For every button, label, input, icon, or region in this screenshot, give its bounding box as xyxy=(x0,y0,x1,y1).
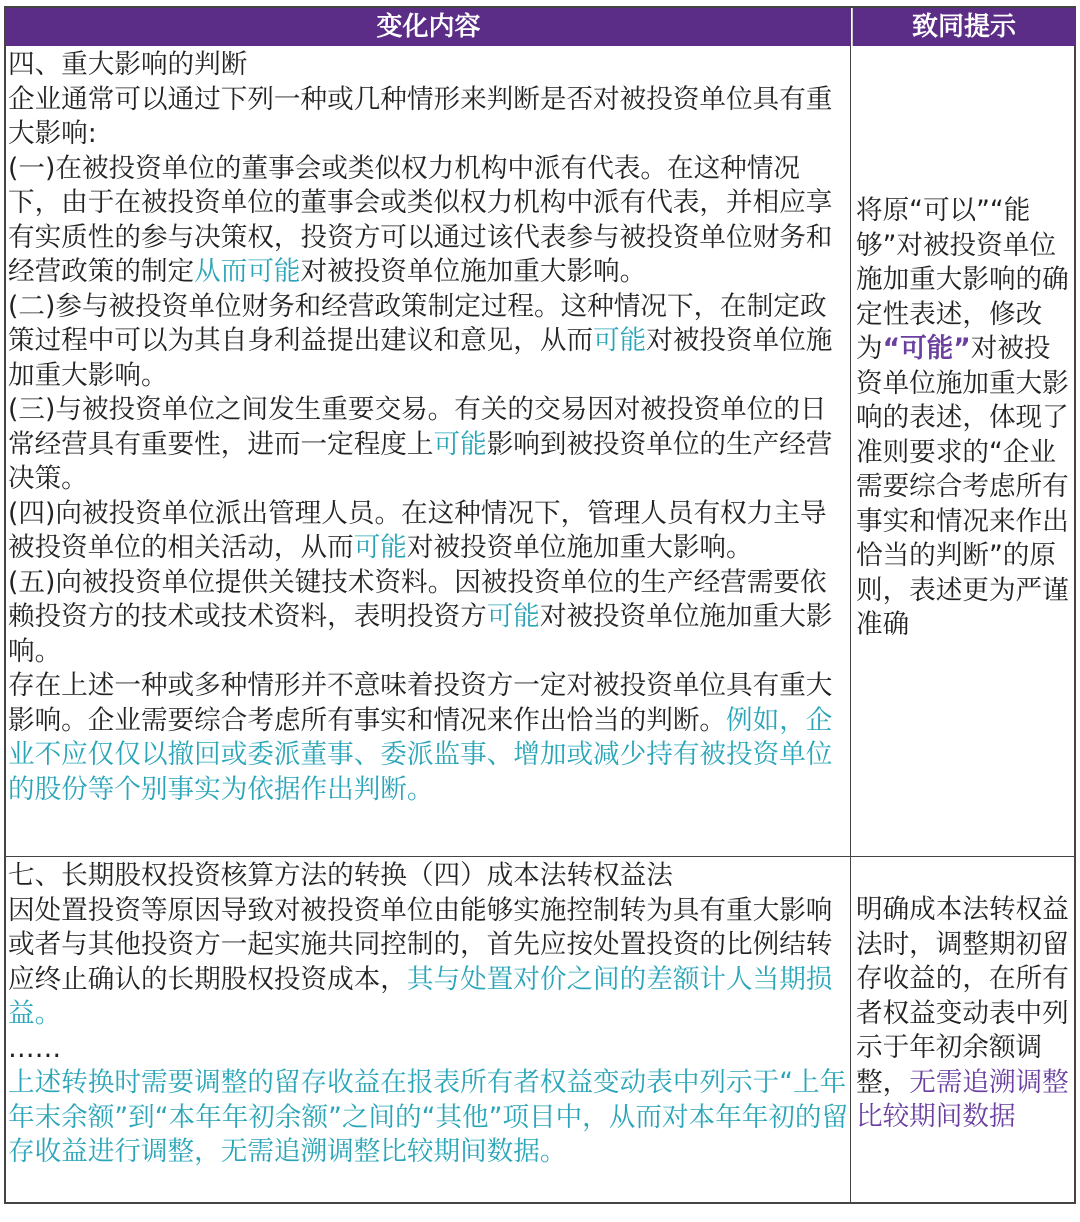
highlight-text: 可能 xyxy=(353,532,407,563)
text-run: (二)参与被投资单位财务和经营政策制定过程。这种情况下，在制定政策过程中可以为其自身利益提出建议和意见，从而 xyxy=(8,290,827,356)
paragraph xyxy=(8,83,850,152)
paragraph xyxy=(8,290,850,394)
highlight-text: 无需追溯调整比较期间数据 xyxy=(856,1066,1069,1132)
highlight-text: 上述转换时需要调整的留存收益在报表所有者权益变动表中列示于“上年年末余额”到“本年年初余额”之间的“其他”项目中，从而对本年年初的留存收益进行调整，无需追溯调整比较期间数据。 xyxy=(8,1067,849,1167)
text-run: 对被投资单位施加重大影响。 xyxy=(8,325,833,391)
text-run: 将原“可以”“能够”对被投资单位施加重大影响的确定性表述，修改为 xyxy=(856,195,1069,364)
text-run: 对被投资单位施加重大影响。 xyxy=(300,256,647,287)
paragraph xyxy=(8,48,850,83)
table-row xyxy=(6,857,1074,1202)
row2-changes xyxy=(6,857,851,1202)
text-run: 影响到被投资单位的生产经营决策。 xyxy=(8,428,833,494)
text-run: 对被投资单位施加重大影响。 xyxy=(8,601,833,667)
text-run: (四)向被投资单位派出管理人员。在这种情况下，管理人员有权力主导被投资单位的相关活动，从而 xyxy=(8,497,827,563)
paragraph xyxy=(8,393,850,497)
paragraph xyxy=(8,894,850,1032)
paragraph xyxy=(8,669,850,807)
highlight-text: 其与处置对价之间的差额计人当期损益。 xyxy=(8,963,833,1029)
text-run: 存在上述一种或多种情形并不意味着投资方一定对被投资单位具有重大影响。企业需要综合考虑所有事实和情况来作出恰当的判断。 xyxy=(8,670,833,736)
row1-tip-text xyxy=(856,194,1070,643)
paragraph xyxy=(8,1066,850,1170)
header-changes: 变化内容 xyxy=(6,8,851,46)
paragraph xyxy=(8,1032,850,1067)
paragraph xyxy=(8,859,850,894)
paragraph xyxy=(8,566,850,670)
text-run: …… xyxy=(8,1032,62,1064)
text-run: (一)在被投资单位的董事会或类似权力机构中派有代表。在这种情况下，由于在被投资单位的董事会或类似权力机构中派有代表，并相应享有实质性的参与决策权，投资方可以通过该代表参与被投资单位财务和经营政策的制定 xyxy=(8,152,833,287)
paragraph xyxy=(8,152,850,290)
paragraph xyxy=(8,497,850,566)
text-run: (三)与被投资单位之间发生重要交易。有关的交易因对被投资单位的日常经营具有重要性，进而一定程度上 xyxy=(8,394,827,460)
table-row xyxy=(6,46,1074,857)
highlight-text: “可能” xyxy=(882,333,971,364)
text-run: 明确成本法转权益法时，调整期初留存收益的，在所有者权益变动表中列示于年初余额调整， xyxy=(856,894,1069,1098)
row2-tip-text xyxy=(856,893,1070,1135)
row2-tips xyxy=(852,857,1074,1202)
text-run: 企业通常可以通过下列一种或几种情形来判断是否对被投资单位具有重大影响: xyxy=(8,83,833,149)
text-run: 四、重大影响的判断 xyxy=(8,49,248,80)
text-run: 因处置投资等原因导致对被投资单位由能够实施控制转为具有重大影响或者与其他投资方一起实施共同控制的，首先应按处置投资的比例结转应终止确认的长期股权投资成本， xyxy=(8,894,833,995)
text-run: 对被投资单位施加重大影响。 xyxy=(406,532,753,563)
comparison-table xyxy=(4,6,1076,1204)
text-run: (五)向被投资单位提供关键技术资料。因被投资单位的生产经营需要依赖投资方的技术或技术资料，表明投资方 xyxy=(8,566,827,632)
header-tips: 致同提示 xyxy=(852,8,1075,46)
highlight-text: 可能 xyxy=(433,428,487,460)
highlight-text: 例如，企业不应仅仅以撤回或委派董事、委派监事、增加或减少持有被投资单位的股份等个别事实为依据作出判断。 xyxy=(8,704,833,805)
highlight-text: 可能 xyxy=(486,601,540,632)
highlight-text: 可能 xyxy=(593,325,647,356)
text-run: 七、长期股权投资核算方法的转换（四）成本法转权益法 xyxy=(8,860,673,891)
row1-changes xyxy=(6,46,851,856)
highlight-text: 从而可能 xyxy=(194,256,301,287)
row1-tips xyxy=(852,46,1074,856)
text-run: 对被投资单位施加重大影响的表述，体现了准则要求的“企业需要综合考虑所有事实和情况来作出恰当的判断”的原则，表述更为严谨准确 xyxy=(856,333,1069,640)
